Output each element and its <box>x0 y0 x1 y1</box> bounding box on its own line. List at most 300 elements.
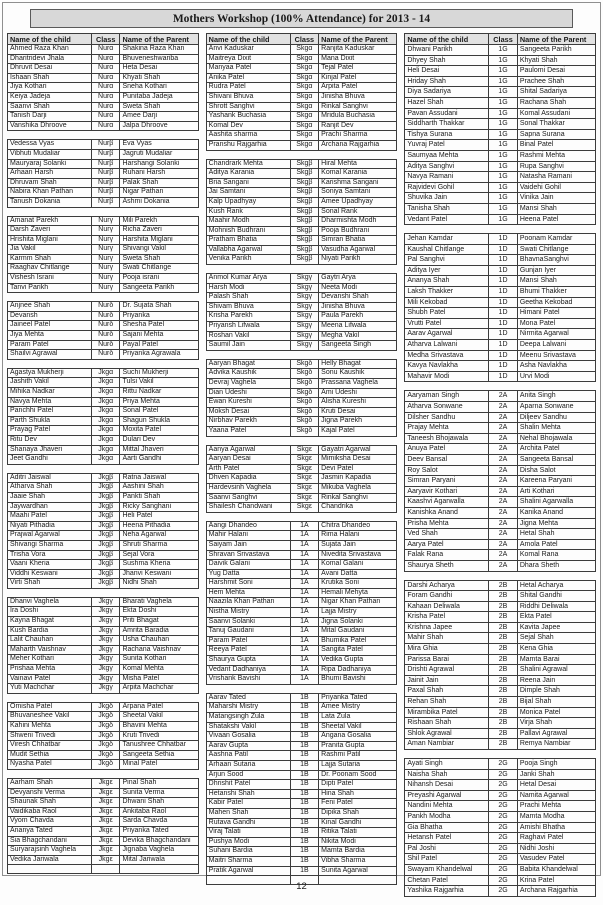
class-cell: 2G <box>489 864 518 875</box>
table-row <box>8 73 199 83</box>
parent-name-cell: Vaidehi Gohil <box>517 182 595 193</box>
parent-name-cell: Jagruti Mudaliar <box>120 149 198 159</box>
child-name-cell: Arth Patel <box>206 464 290 474</box>
child-name-cell: Pal Sanghvi <box>405 255 489 266</box>
class-cell: Jkgγ <box>91 645 120 655</box>
table-row <box>8 178 199 188</box>
parent-name-cell: Pranita Gupta <box>319 741 397 751</box>
class-cell: 1G <box>489 172 518 183</box>
parent-name-cell: Diljeev Sandhu <box>517 412 595 423</box>
child-name-cell: Aarya Patel <box>405 539 489 550</box>
table-row <box>8 397 199 407</box>
parent-name-cell: Sonu Kaushik <box>319 369 397 379</box>
child-name-cell: Shanaya Jhaveri <box>8 445 92 455</box>
child-name-cell: Ananya Tated <box>8 826 92 836</box>
child-name-cell: Aaryan Bhagat <box>206 359 290 369</box>
table-row <box>206 73 397 83</box>
parent-name-cell: Shagun Shukla <box>120 416 198 426</box>
class-cell: Nurα <box>91 92 120 102</box>
class-cell: 1G <box>489 150 518 161</box>
parent-name-cell: Sejal Shah <box>517 633 595 644</box>
parent-name-cell: Shakina Raza Khan <box>120 45 198 55</box>
parent-name-cell: Mittal Jhaveri <box>120 445 198 455</box>
roster-table <box>206 693 398 885</box>
child-name-cell: Naazila Khan Pathan <box>206 598 290 608</box>
class-cell: Jkgα <box>91 378 120 388</box>
child-name-cell: Jainit Jain <box>405 675 489 686</box>
table-row <box>206 483 397 493</box>
class-cell: Jkgγ <box>91 684 120 694</box>
parent-name-cell: Priti Bhagat <box>120 617 198 627</box>
roster-table <box>206 521 398 685</box>
table-row <box>206 207 397 217</box>
table-row <box>405 728 596 739</box>
parent-name-cell: Helly Bhagat <box>319 359 397 369</box>
child-name-cell: Bria Sangani <box>206 178 290 188</box>
child-name-cell: Atharva Lalwani <box>405 340 489 351</box>
class-cell: Nurγ <box>91 235 120 245</box>
class-cell: Skgβ <box>290 236 319 246</box>
class-cell: Jkgβ <box>91 579 120 589</box>
class-cell: Jkgδ <box>91 702 120 712</box>
column-header: Name of the child <box>405 34 489 45</box>
parent-name-cell: Sarda Chavda <box>120 817 198 827</box>
child-name-cell: Shailesh Chandwani <box>206 503 290 513</box>
table-row <box>405 150 596 161</box>
table-row <box>8 226 199 236</box>
column-header: Name of the child <box>8 34 92 45</box>
table-row <box>405 97 596 108</box>
class-cell: Nurδ <box>91 340 120 350</box>
child-name-cell: Aaryaman Singh <box>405 391 489 402</box>
class-cell: 1G <box>489 214 518 225</box>
parent-name-cell: Hina Shah <box>319 789 397 799</box>
table-row <box>8 741 199 751</box>
roster-column-2 <box>206 33 398 893</box>
class-cell: 1B <box>290 741 319 751</box>
table-row <box>8 112 199 122</box>
table-row <box>8 674 199 684</box>
table-row <box>8 636 199 646</box>
table-row <box>8 340 199 350</box>
table-row <box>8 45 199 55</box>
parent-name-cell: Swati Chitlange <box>120 264 198 274</box>
parent-name-cell: Sangeeta Parikh <box>120 283 198 293</box>
child-name-cell: Tanisha Shah <box>405 203 489 214</box>
child-name-cell: Saumil Jain <box>206 341 290 351</box>
child-name-cell: Mira Ghia <box>405 644 489 655</box>
table-row <box>206 426 397 436</box>
child-name-cell: Saanvi Solanki <box>206 617 290 627</box>
table-row <box>206 398 397 408</box>
child-name-cell: Naisha Shah <box>405 769 489 780</box>
class-cell: 2A <box>489 529 518 540</box>
child-name-cell: Jaaie Shah <box>8 492 92 502</box>
child-name-cell: Ahmed Raza Khan <box>8 45 92 55</box>
parent-name-cell: Amee Mistry <box>319 703 397 713</box>
class-cell: 2B <box>489 633 518 644</box>
child-name-cell: Suryarajsinh Vaghela <box>8 846 92 856</box>
parent-name-cell: Shesha Patel <box>120 321 198 331</box>
roster-table <box>7 702 199 770</box>
child-name-cell: Shil Patel <box>405 854 489 865</box>
class-cell: Jkgε <box>91 846 120 856</box>
parent-name-cell: Jasmin Kapadia <box>319 474 397 484</box>
class-cell: Skgδ <box>290 417 319 427</box>
child-name-cell: Jaywardhan <box>8 502 92 512</box>
table-row <box>8 350 199 360</box>
parent-name-cell: Vinika Jain <box>517 193 595 204</box>
class-cell: Skgα <box>290 131 319 141</box>
parent-name-cell: Mikuba Vaghela <box>319 483 397 493</box>
class-cell: 1B <box>290 760 319 770</box>
parent-name-cell: Kanika Anand <box>517 507 595 518</box>
parent-name-cell: Jinisha Bhuva <box>319 92 397 102</box>
class-cell: Skgβ <box>290 255 319 265</box>
table-row <box>8 540 199 550</box>
table-row <box>405 391 596 402</box>
child-name-cell: Arhaan Harsh <box>8 169 92 179</box>
parent-name-cell: Rupa Sanghvi <box>517 161 595 172</box>
child-name-cell: Krisha Patel <box>405 612 489 623</box>
roster-column-3 <box>404 33 596 905</box>
child-name-cell: Ishaan Shah <box>8 73 92 83</box>
parent-name-cell: Heena Patel <box>517 214 595 225</box>
parent-name-cell: Nidhi Joshi <box>517 843 595 854</box>
roster-table <box>404 758 596 897</box>
table-row <box>8 817 199 827</box>
child-name-cell: Hriday Shah <box>405 76 489 87</box>
column-header: Class <box>91 34 120 45</box>
parent-name-cell: Pinal Shah <box>120 778 198 788</box>
parent-name-cell: Neeta Modi <box>319 283 397 293</box>
class-cell: Skgα <box>290 102 319 112</box>
child-name-cell: Vivaan Gosalia <box>206 732 290 742</box>
parent-name-cell: Rachana Shah <box>517 97 595 108</box>
child-name-cell: Vibhuti Mudaliar <box>8 149 92 159</box>
parent-name-cell: Rachana Vaishnav <box>120 645 198 655</box>
child-name-cell: Jaineel Patel <box>8 321 92 331</box>
child-name-cell: Dharitridevi Jhala <box>8 54 92 64</box>
child-name-cell: Anika Patel <box>206 73 290 83</box>
class-cell: Jkgε <box>91 778 120 788</box>
parent-name-cell: Nidhi Shah <box>120 579 198 589</box>
child-name-cell: Vrutti Patel <box>405 318 489 329</box>
child-name-cell: Vyom Chavda <box>8 817 92 827</box>
table-row <box>405 707 596 718</box>
table-row <box>206 293 397 303</box>
class-cell: Nurγ <box>91 274 120 284</box>
class-cell: Nurα <box>91 73 120 83</box>
parent-name-cell: Amishi Bhatha <box>517 822 595 833</box>
class-cell: Skgε <box>290 493 319 503</box>
child-name-cell: Nabira Khan Pathan <box>8 188 92 198</box>
table-row <box>8 512 199 522</box>
parent-name-cell: Ekta Doshi <box>120 607 198 617</box>
class-cell: Jkgγ <box>91 674 120 684</box>
child-name-cell: Vallabha Agarwal <box>206 245 290 255</box>
parent-name-cell: Paula Parekh <box>319 312 397 322</box>
parent-name-cell: Avani Datta <box>319 569 397 579</box>
parent-name-cell: Tulsi Vakil <box>120 378 198 388</box>
parent-name-cell: Shalini Agarwalla <box>517 497 595 508</box>
class-cell: 1G <box>489 76 518 87</box>
parent-name-cell: Nirmita Agarwal <box>517 329 595 340</box>
child-name-cell: Hrishita Miglani <box>8 235 92 245</box>
parent-name-cell: Punitaba Jadeja <box>120 92 198 102</box>
child-name-cell: Nyasha Patel <box>8 760 92 770</box>
parent-name-cell: Amola Patel <box>517 539 595 550</box>
class-cell: 1B <box>290 866 319 876</box>
parent-name-cell: Khyati Shah <box>517 55 595 66</box>
child-name-cell: Shivangi Sharma <box>8 540 92 550</box>
table-row <box>8 607 199 617</box>
child-name-cell: Aanya Agarwal <box>206 445 290 455</box>
parent-name-cell: Jhanvi Keswani <box>120 569 198 579</box>
class-cell: Nurα <box>91 45 120 55</box>
table-row <box>8 54 199 64</box>
child-name-cell: Siddharth Thakkar <box>405 119 489 130</box>
child-name-cell: Darshi Acharya <box>405 580 489 591</box>
table-row <box>405 780 596 791</box>
class-cell: Jkgα <box>91 368 120 378</box>
roster-table <box>206 33 398 151</box>
child-name-cell: Vaidikaba Raol <box>8 807 92 817</box>
class-cell: Jkgγ <box>91 626 120 636</box>
class-cell: 2A <box>489 454 518 465</box>
class-cell: Skgγ <box>290 293 319 303</box>
class-cell: Nurγ <box>91 254 120 264</box>
class-cell: Skgα <box>290 64 319 74</box>
table-row <box>206 579 397 589</box>
table-row <box>206 770 397 780</box>
parent-name-cell: Eva Vyas <box>120 140 198 150</box>
child-name-cell: Amanat Parekh <box>8 216 92 226</box>
class-cell: Nurγ <box>91 264 120 274</box>
parent-name-cell: Kajal Patel <box>319 426 397 436</box>
child-name-cell: Lalit Chauhan <box>8 636 92 646</box>
table-row <box>206 407 397 417</box>
table-row <box>405 697 596 708</box>
child-name-cell: Virti Shah <box>8 579 92 589</box>
parent-name-cell: Megha Vakil <box>319 331 397 341</box>
class-cell: Skgα <box>290 92 319 102</box>
parent-name-cell: Bhavini Mehta <box>120 722 198 732</box>
parent-name-cell: Mital Gaudani <box>319 627 397 637</box>
child-name-cell: Yaana Patel <box>206 426 290 436</box>
parent-name-cell: Amee Darji <box>120 112 198 122</box>
parent-name-cell: Sunita Kothari <box>120 655 198 665</box>
child-name-cell: Rajvidevi Gohil <box>405 182 489 193</box>
parent-name-cell: Sonal Rank <box>319 207 397 217</box>
child-name-cell: Chandrark Mehta <box>206 159 290 169</box>
class-cell: 1D <box>489 361 518 372</box>
table-row <box>405 560 596 571</box>
table-row <box>206 379 397 389</box>
parent-name-cell: Arti Kothari <box>517 486 595 497</box>
table-row <box>206 226 397 236</box>
parent-name-cell: Rittu Nadkar <box>120 388 198 398</box>
parent-name-cell: Ripa Dadhaniya <box>319 665 397 675</box>
child-name-cell: Manyaa Patel <box>206 64 290 74</box>
child-name-cell: Aman Nambiar <box>405 739 489 750</box>
parent-name-cell: Amee Upadhyay <box>319 197 397 207</box>
child-name-cell: Advika Kaushik <box>206 369 290 379</box>
class-cell: 2A <box>489 444 518 455</box>
table-row <box>405 287 596 298</box>
table-row <box>206 140 397 150</box>
parent-name-cell: Nigar Khan Pathan <box>319 598 397 608</box>
class-cell: Jkgβ <box>91 521 120 531</box>
parent-name-cell: Mamta Modha <box>517 811 595 822</box>
child-name-cell: Mili Kekobad <box>405 297 489 308</box>
parent-name-cell: Sangeeta Bansal <box>517 454 595 465</box>
table-row <box>8 311 199 321</box>
table-row <box>206 92 397 102</box>
child-name-cell <box>8 865 92 874</box>
table-row <box>206 178 397 188</box>
child-name-cell: Anmol Kumar Arya <box>206 274 290 284</box>
class-cell: Jkgα <box>91 397 120 407</box>
class-cell: 2G <box>489 759 518 770</box>
class-cell: Jkgγ <box>91 665 120 675</box>
table-row <box>206 274 397 284</box>
class-cell: Skgδ <box>290 407 319 417</box>
parent-name-cell: Vibha Sharma <box>319 856 397 866</box>
table-row <box>405 654 596 665</box>
class-cell: 1G <box>489 193 518 204</box>
class-cell: Jkgδ <box>91 750 120 760</box>
parent-name-cell: Virja Shah <box>517 718 595 729</box>
parent-name-cell: Krutika Soni <box>319 579 397 589</box>
child-name-cell: Aarav Tated <box>206 693 290 703</box>
table-row <box>206 359 397 369</box>
class-cell: 2G <box>489 875 518 886</box>
table-row <box>8 64 199 74</box>
parent-name-cell: Dr. Poonam Sood <box>319 770 397 780</box>
class-cell: Nurβ <box>91 159 120 169</box>
roster-table <box>7 301 199 360</box>
table-row <box>8 159 199 169</box>
parent-name-cell: Kareena Paryani <box>517 476 595 487</box>
table-row <box>206 236 397 246</box>
parent-name-cell: Komal Rana <box>517 550 595 561</box>
child-name-cell: Shatakshi Vakil <box>206 722 290 732</box>
table-row <box>405 119 596 130</box>
child-name-cell: Komal Dev <box>206 121 290 131</box>
table-row <box>405 140 596 151</box>
table-row <box>8 169 199 179</box>
class-cell: 1B <box>290 732 319 742</box>
child-name-cell: Aditri Jaiswal <box>8 473 92 483</box>
table-row <box>206 627 397 637</box>
class-cell: 2B <box>489 739 518 750</box>
class-cell: 1G <box>489 129 518 140</box>
parent-name-cell: Shivangi Vakil <box>120 245 198 255</box>
table-row <box>206 369 397 379</box>
class-cell: 2A <box>489 412 518 423</box>
table-row <box>8 455 199 465</box>
parent-name-cell: Priyanka <box>120 311 198 321</box>
class-cell: 2G <box>489 886 518 897</box>
child-name-cell: Kaushal Chitlange <box>405 244 489 255</box>
class-cell: 1A <box>290 569 319 579</box>
parent-name-cell: Angana Gosalia <box>319 732 397 742</box>
table-row <box>206 112 397 122</box>
table-row <box>206 722 397 732</box>
child-name-cell: Aditya Sanghvi <box>405 161 489 172</box>
parent-name-cell: Shruti Sharma <box>120 540 198 550</box>
child-name-cell: Mahir Shah <box>405 633 489 644</box>
child-name-cell: Kahini Mehta <box>8 722 92 732</box>
child-name-cell: Yug Datta <box>206 569 290 579</box>
parent-name-cell: Priyanka Agrawala <box>120 350 198 360</box>
class-cell: Jkgδ <box>91 712 120 722</box>
child-name-cell: Aarav Gupta <box>206 741 290 751</box>
child-name-cell: Kavya Navlakha <box>405 361 489 372</box>
parent-name-cell: Usha Chauhan <box>120 636 198 646</box>
child-name-cell: Maitreya Dixit <box>206 54 290 64</box>
child-name-cell: Bhuvaneshee Vakil <box>8 712 92 722</box>
roster-table <box>7 473 199 589</box>
parent-name-cell: Dhara Sheth <box>517 560 595 571</box>
parent-name-cell: Meenu Srivastava <box>517 350 595 361</box>
child-name-cell: Jai Samtani <box>206 188 290 198</box>
class-cell: 2G <box>489 811 518 822</box>
child-name-cell: Shivani Bhuva <box>206 92 290 102</box>
table-row <box>405 633 596 644</box>
child-name-cell: Hem Mehta <box>206 588 290 598</box>
table-row <box>405 297 596 308</box>
class-cell: Jkgε <box>91 855 120 865</box>
table-row <box>8 665 199 675</box>
class-cell: Skgδ <box>290 388 319 398</box>
child-name-cell: Jehan Kamdar <box>405 234 489 245</box>
parent-name-cell: Prachi Sharma <box>319 131 397 141</box>
table-row <box>206 169 397 179</box>
class-cell: 2G <box>489 854 518 865</box>
table-row <box>405 769 596 780</box>
table-row <box>206 54 397 64</box>
table-row <box>405 350 596 361</box>
class-cell: 2B <box>489 601 518 612</box>
parent-name-cell: Aarti Gandhi <box>120 455 198 465</box>
class-cell: Jkgε <box>91 798 120 808</box>
table-row <box>405 412 596 423</box>
child-name-cell: Darsh Zaveri <box>8 226 92 236</box>
parent-name-cell: Gunjan Iyer <box>517 265 595 276</box>
parent-name-cell: Shalini Agrawal <box>517 665 595 676</box>
child-name-cell: Saanvi Sanghvi <box>206 493 290 503</box>
class-cell: Jkgα <box>91 416 120 426</box>
class-cell: Jkgγ <box>91 617 120 627</box>
class-cell: Nurδ <box>91 321 120 331</box>
child-name-cell: Navya Ramani <box>405 172 489 183</box>
child-name-cell: Dhyey Shah <box>405 55 489 66</box>
child-name-cell: Aashita sharma <box>206 131 290 141</box>
parent-name-cell: Kena Ghia <box>517 644 595 655</box>
class-cell: Nurδ <box>91 302 120 312</box>
child-name-cell: Devyanshi Verma <box>8 788 92 798</box>
table-row <box>206 388 397 398</box>
class-cell: 2A <box>489 539 518 550</box>
parent-name-cell: Bhuveneshwariba <box>120 54 198 64</box>
table-row <box>206 550 397 560</box>
child-name-cell: Chetan Patel <box>405 875 489 886</box>
child-name-cell: Dian Udeshi <box>206 388 290 398</box>
class-cell: Skgα <box>290 73 319 83</box>
parent-name-cell: Hetal Acharya <box>517 580 595 591</box>
